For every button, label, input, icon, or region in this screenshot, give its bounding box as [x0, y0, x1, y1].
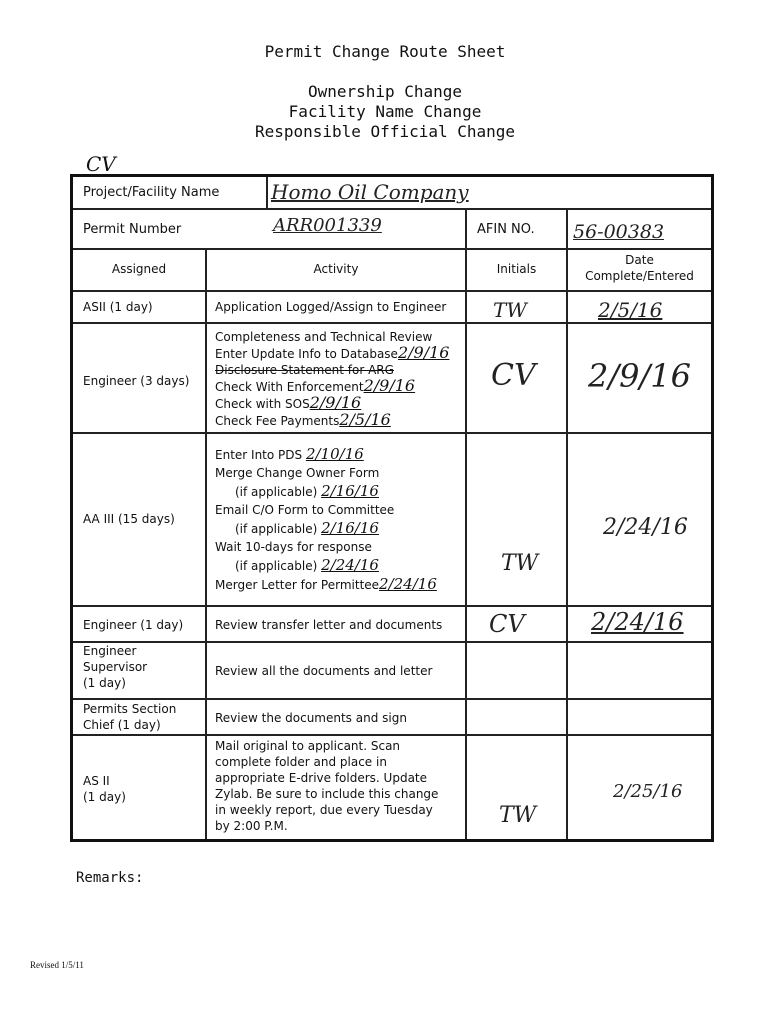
row1-date: 2/5/16 — [598, 298, 663, 322]
row2-act-6 — [215, 412, 449, 429]
subtitle-facility: Facility Name Change — [288, 102, 482, 121]
row6-assigned-2: Chief (1 day) — [83, 718, 161, 732]
subtitle-official: Responsible Official Change — [254, 122, 516, 141]
row2-act-2-text: Enter Update Info to Database — [215, 347, 398, 361]
row2-act-5 — [215, 395, 449, 412]
row5-assigned-1: Engineer — [83, 644, 137, 658]
row3-act-6: Wait 10-days for response — [215, 540, 372, 554]
row2-initials: CV — [491, 358, 536, 393]
rule-9 — [73, 734, 711, 736]
row2-act-5-text: Check with SOS — [215, 397, 310, 411]
row2-act-5-date: 2/9/16 — [309, 393, 362, 412]
row3-act-5 — [215, 519, 437, 538]
revised-date: Revised 1/5/11 — [30, 960, 84, 970]
row1-activity: Application Logged/Assign to Engineer — [215, 300, 447, 314]
row7-initials: TW — [499, 803, 537, 828]
row3-act-5-text: (if applicable) — [235, 522, 318, 536]
row4-initials: CV — [489, 610, 525, 638]
page-title: Permit Change Route Sheet — [264, 42, 506, 61]
rule-1 — [73, 208, 711, 210]
project-value: Homo Oil Company — [271, 180, 469, 204]
rule-5 — [73, 432, 711, 434]
row3-act-1-date: 2/10/16 — [305, 445, 364, 463]
row7-activity — [215, 738, 438, 834]
permit-label: Permit Number — [83, 222, 182, 237]
col-assigned: Assigned — [111, 262, 167, 276]
row2-act-6-date: 2/5/16 — [339, 410, 391, 429]
row5-assigned-3: (1 day) — [83, 676, 126, 690]
row3-date: 2/24/16 — [603, 515, 688, 540]
col-activity: Activity — [313, 262, 359, 276]
rule-3 — [73, 290, 711, 292]
row2-act-2-date: 2/9/16 — [397, 343, 450, 362]
row2-act-4-text: Check With Enforcement — [215, 380, 364, 394]
route-table — [70, 174, 714, 842]
row3-act-8 — [215, 575, 437, 594]
row3-act-3-date: 2/16/16 — [321, 482, 379, 500]
row6-activity: Review the documents and sign — [215, 711, 407, 725]
row3-act-1-text: Enter Into PDS — [215, 448, 303, 462]
row7-assigned-1: AS II — [83, 774, 110, 788]
row3-act-7-date: 2/24/16 — [321, 556, 379, 574]
row3-initials: TW — [501, 551, 539, 576]
row2-activity — [215, 329, 449, 429]
row7-act-4: Zylab. Be sure to include this change — [215, 787, 439, 801]
row6-assigned-1: Permits Section — [83, 702, 177, 716]
row3-act-1 — [215, 445, 437, 464]
col-initials: Initials — [496, 262, 537, 276]
row4-activity: Review transfer letter and documents — [215, 618, 443, 632]
rule-7 — [73, 641, 711, 643]
row3-act-8-text: Merger Letter for Permittee — [215, 578, 380, 592]
col-date-line2: Complete/Entered — [585, 269, 694, 283]
row7-assigned-2: (1 day) — [83, 790, 126, 804]
row2-act-1: Completeness and Technical Review — [215, 330, 433, 344]
row7-act-2: complete folder and place in — [215, 755, 387, 769]
row3-act-7 — [215, 556, 437, 575]
rule-8 — [73, 698, 711, 700]
row7-act-3: appropriate E-drive folders. Update — [215, 771, 428, 785]
row4-date: 2/24/16 — [591, 608, 684, 636]
row5-activity: Review all the documents and letter — [215, 664, 433, 678]
afin-label: AFIN NO. — [477, 222, 535, 237]
vrule-activity — [465, 208, 467, 839]
row5-assigned-2: Supervisor — [83, 660, 148, 674]
row4-assigned: Engineer (1 day) — [83, 618, 184, 632]
top-initials: CV — [86, 152, 116, 176]
col-date — [568, 252, 711, 284]
vrule-initials — [566, 208, 568, 839]
subtitle-block — [0, 82, 770, 142]
subtitle-ownership: Ownership Change — [307, 82, 463, 101]
afin-value: 56-00383 — [573, 221, 665, 243]
row1-assigned: ASII (1 day) — [83, 300, 153, 314]
row3-act-2: Merge Change Owner Form — [215, 466, 380, 480]
row7-assigned — [83, 773, 126, 805]
row3-act-5-date: 2/16/16 — [321, 519, 379, 537]
rule-4 — [73, 322, 711, 324]
row2-act-4-date: 2/9/16 — [363, 376, 416, 395]
row2-assigned: Engineer (3 days) — [83, 374, 190, 388]
vrule-name — [266, 177, 268, 208]
row7-act-5: in weekly report, due every Tuesday — [215, 803, 433, 817]
row3-act-3 — [215, 482, 437, 501]
row3-assigned: AA III (15 days) — [83, 512, 175, 526]
row1-initials: TW — [493, 298, 527, 322]
row3-act-3-text: (if applicable) — [235, 485, 318, 499]
remarks-label: Remarks: — [76, 870, 144, 886]
row2-date: 2/9/16 — [588, 357, 691, 395]
row5-assigned — [83, 643, 147, 691]
row3-act-7-text: (if applicable) — [235, 559, 318, 573]
row7-act-1: Mail original to applicant. Scan — [215, 739, 401, 753]
project-label: Project/Facility Name — [83, 185, 220, 200]
row2-act-2 — [215, 345, 449, 362]
row3-act-4: Email C/O Form to Committee — [215, 503, 395, 517]
row3-act-8-date: 2/24/16 — [379, 575, 437, 593]
vrule-assigned — [205, 248, 207, 839]
row2-act-3: Disclosure Statement for ARG — [215, 363, 394, 377]
col-date-line1: Date — [625, 253, 654, 267]
row6-assigned — [83, 701, 176, 733]
rule-6 — [73, 605, 711, 607]
row2-act-6-text: Check Fee Payments — [215, 414, 340, 428]
row3-activity — [215, 445, 437, 594]
rule-2 — [73, 248, 711, 250]
permit-value: ARR001339 — [273, 215, 382, 236]
row7-act-6: by 2:00 P.M. — [215, 819, 288, 833]
row7-date: 2/25/16 — [613, 781, 683, 802]
